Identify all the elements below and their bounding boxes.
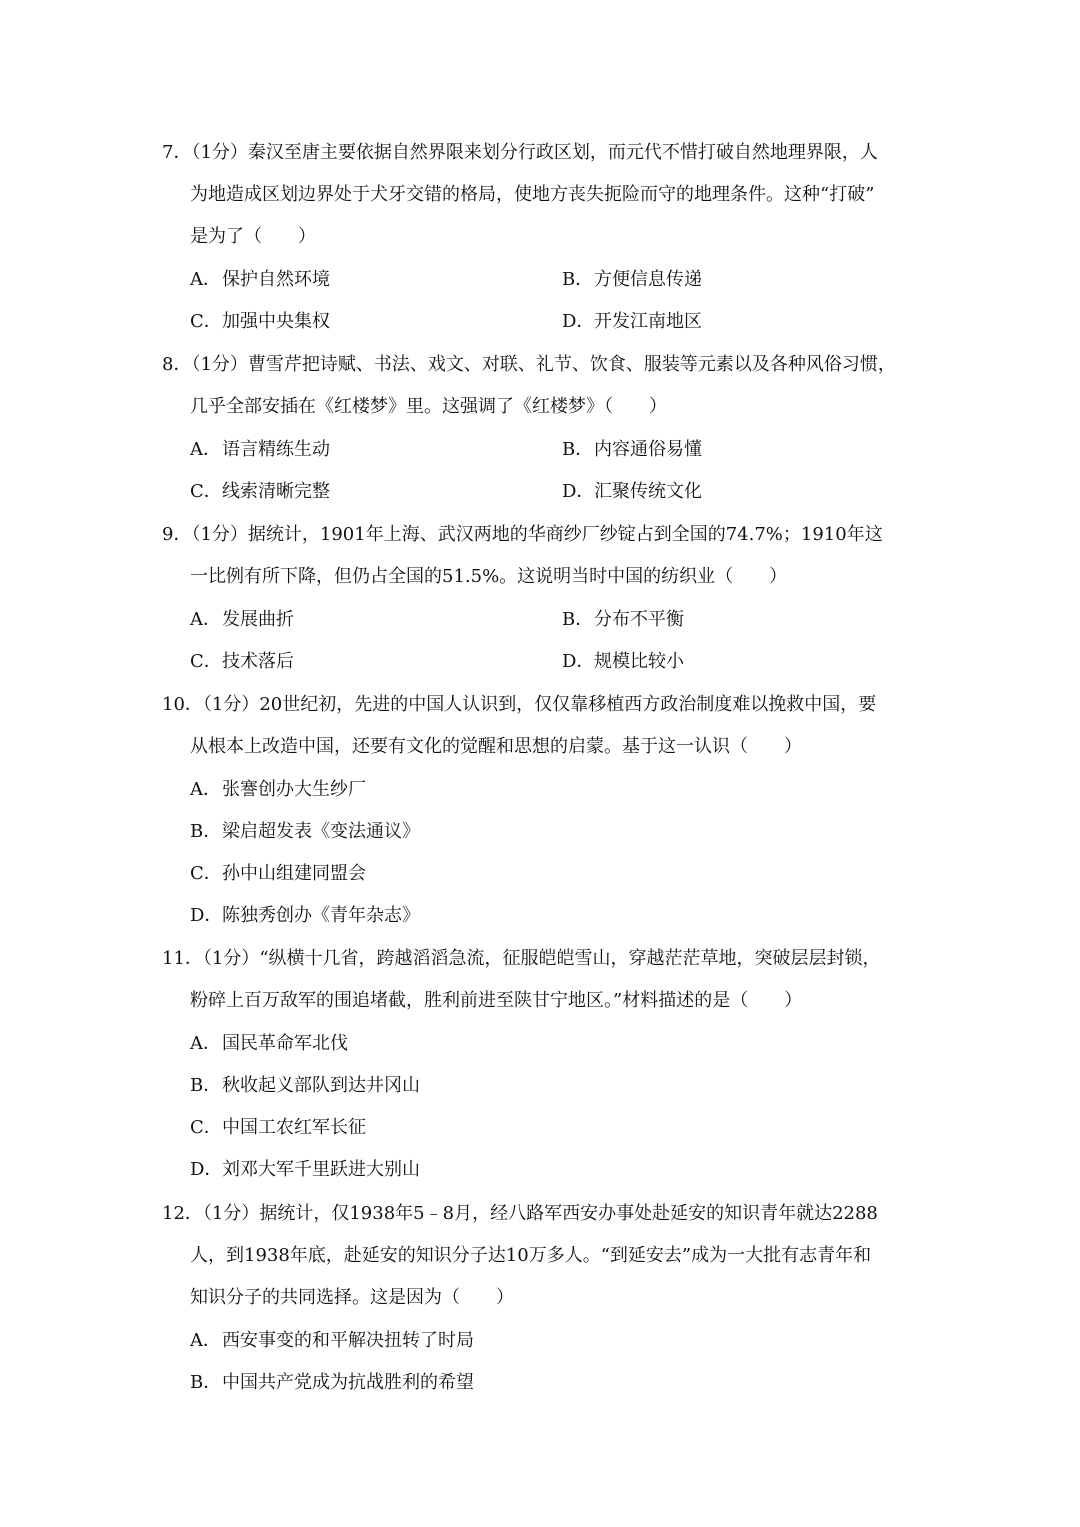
option-text: 西安事变的和平解决扭转了时局	[222, 1330, 474, 1351]
option-c[interactable]	[190, 309, 330, 335]
option-letter: C．	[190, 311, 222, 332]
option-c[interactable]	[190, 649, 294, 675]
option-text: 梁启超发表《变法通议》	[222, 821, 420, 842]
question-stem-line: 几乎全部安插在《红楼梦》里。这强调了《红楼梦》（ ）	[190, 396, 667, 417]
option-letter: C．	[190, 1117, 222, 1138]
question-stem-line: 人，到1938年底，赴延安的知识分子达10万多人。“到延安去”成为一大批有志青年和	[190, 1245, 872, 1266]
option-text: 技术落后	[222, 651, 294, 672]
question-stem-line: 从根本上改造中国，还要有文化的觉醒和思想的启蒙。基于这一认识（ ）	[190, 736, 802, 757]
option-a[interactable]	[190, 437, 330, 463]
question-score: （1分）	[191, 142, 248, 163]
option-text: 保护自然环境	[222, 269, 330, 290]
option-text: 刘邓大军千里跃进大别山	[222, 1159, 420, 1180]
option-text: 中国工农红军长征	[222, 1117, 366, 1138]
question-score: （1分）	[202, 948, 260, 969]
option-d[interactable]	[562, 479, 702, 505]
question-stem-text: 据统计，1901年上海、武汉两地的华商纱厂纱锭占到全国的74.7%；1910年这	[247, 524, 883, 545]
option-d[interactable]	[190, 1157, 420, 1183]
question-stem-line	[162, 946, 881, 972]
question-stem-text: 20世纪初，先进的中国人认识到，仅仅靠移植西方政治制度难以挽救中国，要	[259, 694, 877, 715]
option-letter: A．	[190, 779, 221, 800]
option-letter: A．	[190, 1330, 221, 1351]
option-letter: D．	[562, 651, 595, 672]
option-text: 线索清晰完整	[222, 481, 330, 502]
option-b[interactable]	[190, 819, 420, 845]
option-c[interactable]	[190, 479, 330, 505]
option-letter: D．	[190, 1159, 223, 1180]
question-stem-text: 秦汉至唐主要依据自然界限来划分行政区划，而元代不惜打破自然地理界限，人	[247, 142, 878, 163]
option-text: 陈独秀创办《青年杂志》	[222, 905, 420, 926]
option-letter: D．	[562, 311, 595, 332]
question-stem-line: 知识分子的共同选择。这是因为（ ）	[190, 1287, 514, 1308]
option-letter: D．	[562, 481, 595, 502]
option-letter: A．	[190, 269, 221, 290]
question-number: 10．	[162, 694, 203, 715]
question-number: 9．	[162, 524, 192, 545]
option-text: 方便信息传递	[594, 269, 702, 290]
question-stem-line	[162, 1201, 878, 1227]
option-text: 规模比较小	[594, 651, 684, 672]
question-stem-text: 据统计，仅1938年5﹣8月，经八路军西安办事处赴延安的知识青年就达2288	[259, 1203, 878, 1224]
question-stem-line: 为地造成区划边界处于犬牙交错的格局，使地方丧失扼险而守的地理条件。这种“打破”	[190, 184, 875, 205]
question-stem-line	[162, 352, 896, 378]
option-b[interactable]	[190, 1370, 474, 1396]
option-a[interactable]	[190, 607, 294, 633]
option-letter: A．	[190, 1033, 221, 1054]
option-text: 内容通俗易懂	[594, 439, 702, 460]
question-stem-text: “纵横十几省，跨越滔滔急流，征服皑皑雪山，穿越茫茫草地，突破层层封锁，	[259, 948, 881, 969]
option-a[interactable]	[190, 1328, 474, 1354]
question-stem-line	[162, 140, 878, 166]
option-text: 张謇创办大生纱厂	[222, 779, 366, 800]
question-stem-line	[162, 692, 876, 718]
question-number: 8．	[162, 354, 192, 375]
option-c[interactable]	[190, 861, 366, 887]
option-d[interactable]	[562, 649, 684, 675]
question-number: 11．	[162, 948, 203, 969]
option-text: 孙中山组建同盟会	[222, 863, 366, 884]
question-stem-line: 一比例有所下降，但仍占全国的51.5%。这说明当时中国的纺织业（ ）	[190, 566, 788, 587]
option-text: 分布不平衡	[594, 609, 684, 630]
option-letter: A．	[190, 609, 221, 630]
question-score: （1分）	[191, 354, 248, 375]
option-letter: B．	[562, 439, 594, 460]
option-letter: B．	[190, 1075, 222, 1096]
option-letter: D．	[190, 905, 223, 926]
option-text: 中国共产党成为抗战胜利的希望	[222, 1372, 474, 1393]
question-score: （1分）	[202, 694, 260, 715]
question-stem-line: 粉碎上百万敌军的围追堵截，胜利前进至陕甘宁地区。”材料描述的是（ ）	[190, 990, 803, 1011]
option-text: 汇聚传统文化	[594, 481, 702, 502]
option-letter: B．	[190, 821, 222, 842]
option-d[interactable]	[190, 903, 420, 929]
option-text: 开发江南地区	[594, 311, 702, 332]
option-d[interactable]	[562, 309, 702, 335]
question-score: （1分）	[202, 1203, 260, 1224]
option-a[interactable]	[190, 267, 330, 293]
question-stem-line: 是为了（ ）	[190, 226, 316, 247]
option-letter: B．	[562, 609, 594, 630]
option-letter: C．	[190, 481, 222, 502]
option-b[interactable]	[562, 437, 702, 463]
option-a[interactable]	[190, 777, 366, 803]
question-number: 7．	[162, 142, 192, 163]
option-text: 国民革命军北伐	[222, 1033, 348, 1054]
option-a[interactable]	[190, 1031, 348, 1057]
option-text: 语言精练生动	[222, 439, 330, 460]
option-b[interactable]	[190, 1073, 420, 1099]
option-text: 秋收起义部队到达井冈山	[222, 1075, 420, 1096]
option-text: 加强中央集权	[222, 311, 330, 332]
option-letter: C．	[190, 863, 222, 884]
option-text: 发展曲折	[222, 609, 294, 630]
option-c[interactable]	[190, 1115, 366, 1141]
question-stem-text: 曹雪芹把诗赋、书法、戏文、对联、礼节、饮食、服装等元素以及各种风俗习惯，	[247, 354, 896, 375]
option-letter: B．	[562, 269, 594, 290]
question-stem-line	[162, 522, 883, 548]
option-letter: C．	[190, 651, 222, 672]
option-letter: B．	[190, 1372, 222, 1393]
question-number: 12．	[162, 1203, 203, 1224]
option-b[interactable]	[562, 267, 702, 293]
option-letter: A．	[190, 439, 221, 460]
question-score: （1分）	[191, 524, 248, 545]
option-b[interactable]	[562, 607, 684, 633]
